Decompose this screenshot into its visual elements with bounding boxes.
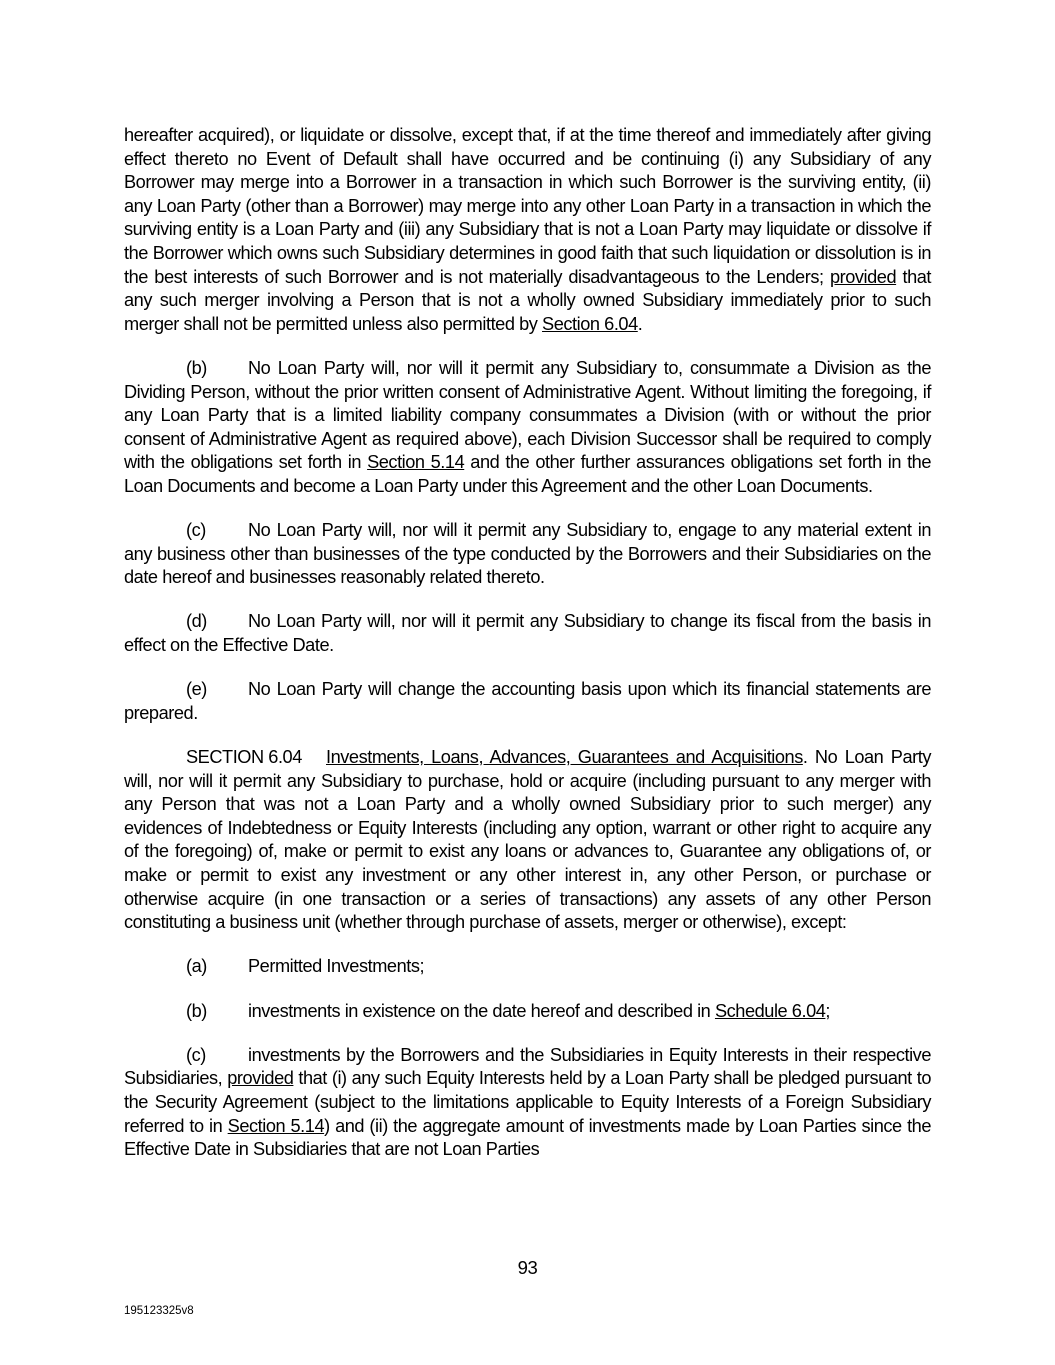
section-heading: SECTION 6.04 bbox=[186, 747, 302, 768]
clause-label: (d) bbox=[186, 611, 207, 632]
provided-term: provided bbox=[227, 1068, 294, 1089]
clause-label: (e) bbox=[186, 679, 207, 700]
provided-term: provided bbox=[829, 266, 897, 287]
section-reference-link[interactable]: Section 6.04 bbox=[542, 313, 638, 334]
document-body bbox=[124, 124, 931, 1182]
paragraph-continuation bbox=[124, 124, 931, 336]
item-text: Permitted Investments; bbox=[248, 956, 425, 977]
paragraph-text: hereafter acquired), or liquidate or dissolve, except that, if at the time thereof and immediately after giving effect thereto no Event of Default shall have occurred and be continuing (i) any Subsidiary of any Borrower may merge into a Borrower in a transaction in which such Borrower is the surviving entity, (ii) any Loan Party (other than a Borrower) may merge into any other Loan Party in a transaction in which the surviving entity is a Loan Party and (iii) any Subsidiary that is not a Loan Party may liquidate or dissolve if the Borrower which owns such Subsidiary determines in good faith that such liquidation or dissolution is in the best interests of such Borrower and is not materially disadvantageous to the Lenders; bbox=[124, 125, 931, 287]
section-title: Investments, Loans, Advances, Guarantees and Acquisitions bbox=[326, 747, 803, 768]
clause-b bbox=[124, 357, 931, 499]
item-label: (c) bbox=[186, 1044, 206, 1065]
clause-c bbox=[124, 519, 931, 590]
item-label: (a) bbox=[186, 956, 207, 977]
paragraph-text: . bbox=[637, 313, 643, 334]
item-a bbox=[124, 955, 931, 979]
clause-text: No Loan Party will change the accounting basis upon which its financial statements are prepared. bbox=[124, 679, 931, 723]
clause-label: (c) bbox=[186, 520, 206, 541]
clause-e bbox=[124, 678, 931, 725]
schedule-reference-link[interactable]: Schedule 6.04 bbox=[714, 1000, 826, 1021]
item-label: (b) bbox=[186, 1000, 207, 1021]
item-c bbox=[124, 1044, 931, 1162]
item-b bbox=[124, 1000, 931, 1024]
item-text: ; bbox=[825, 1000, 831, 1021]
section-text: . No Loan Party will, nor will it permit any Subsidiary to purchase, hold or acquire (including pursuant to any merger with any Person that was not a Loan Party and a wholly owned Subsidiary prior to such merger) any evidences of Indebtedness or Equity Interests (including any option, warrant or other right to acquire any of the foregoing) of, make or permit to exist any loans or advances to, Guarantee any obligations of, or make or permit to exist any investment or any other interest in, any other Person, or purchase or otherwise acquire (in one transaction or a series of transactions) any assets of any other Person constituting a business unit (whether through purchase of assets, merger or otherwise), except: bbox=[124, 747, 931, 933]
clause-text: and the other further assurances obligations set forth in the Loan Documents and become a Loan Party under this Agreement and the other Loan Documents. bbox=[124, 452, 932, 496]
section-reference-link[interactable]: Section 5.14 bbox=[367, 452, 465, 473]
item-text: investments by the Borrowers and the Subsidiaries in Equity Interests in their respective Subsidiaries, bbox=[124, 1044, 931, 1089]
item-text: investments in existence on the date hereof and described in bbox=[248, 1000, 715, 1021]
item-text: that (i) any such Equity Interests held by a Loan Party shall be pledged pursuant to the Security Agreement (subject to the limitations applicable to Equity Interests of a Foreign Subsidiary referred to in bbox=[124, 1068, 931, 1136]
item-text: ) and (ii) the aggregate amount of investments made by Loan Parties since the Effective Date in Subsidiaries that are not Loan Parties bbox=[124, 1115, 932, 1160]
paragraph-text: that any such merger involving a Person that is not a wholly owned Subsidiary immediately prior to such merger shall not be permitted unless also permitted by bbox=[124, 266, 932, 334]
clause-d bbox=[124, 610, 931, 657]
clause-label: (b) bbox=[186, 357, 207, 378]
clause-text: No Loan Party will, nor will it permit any Subsidiary to change its fiscal from the basis in effect on the Effective Date. bbox=[124, 611, 931, 656]
clause-text: No Loan Party will, nor will it permit any Subsidiary to, consummate a Division as the Dividing Person, without the prior written consent of Administrative Agent. Without limiting the foregoing, if any Loan Party that is a limited liability company consummates a Division (with or without the prior consent of Administrative Agent as required above), each Division Successor shall be required to comply with the obligations set forth in bbox=[124, 357, 931, 473]
section-6-04 bbox=[124, 746, 931, 935]
section-reference-link[interactable]: Section 5.14 bbox=[227, 1115, 325, 1136]
document-id: 195123325v8 bbox=[124, 1305, 194, 1317]
page-number: 93 bbox=[517, 1257, 538, 1278]
clause-text: No Loan Party will, nor will it permit any Subsidiary to, engage to any material extent in any business other than businesses of the type conducted by the Borrowers and their Subsidiaries on the date hereof and businesses reasonably related thereto. bbox=[124, 520, 931, 588]
